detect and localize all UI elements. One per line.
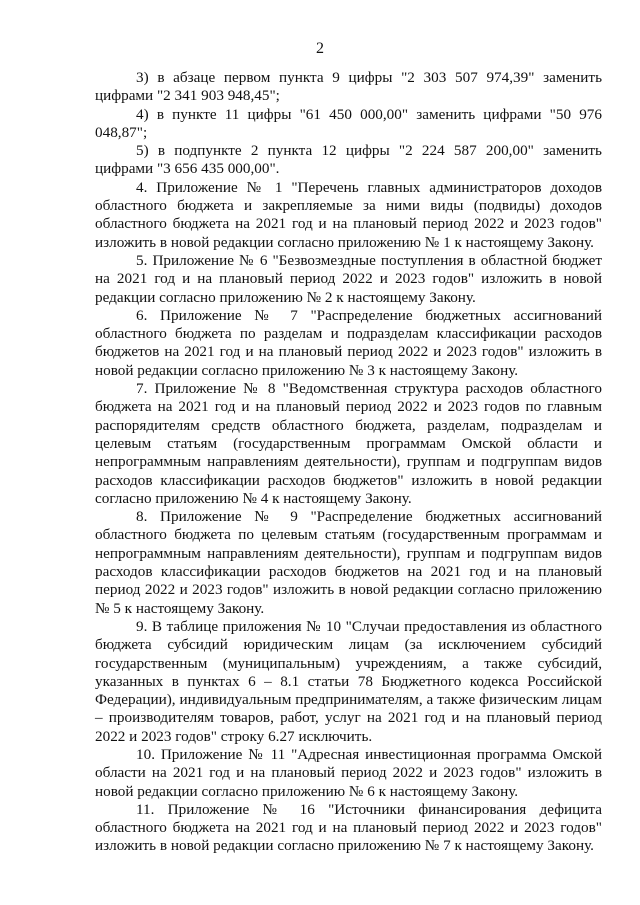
paragraph-section-11: 11. Приложение № 16 "Источники финансирования дефицита областного бюджета на 2021 год и на плановый период 2022 и 2023 годов" изложить в новой редакции согласно приложению № 7 к настоящему Закону.	[95, 800, 602, 855]
paragraph-item-5: 5) в подпункте 2 пункта 12 цифры "2 224 587 200,00" заменить цифрами "3 656 435 000,00".	[95, 142, 602, 178]
document-body	[95, 69, 602, 856]
paragraph-section-6: 6. Приложение № 7 "Распределение бюджетных ассигнований областного бюджета по разделам и подразделам классификации расходов бюджетов на 2021 год и на плановый период 2022 и 2023 годов" изложить в новой редакции согласно приложению № 3 к настоящему Закону.	[95, 306, 602, 379]
paragraph-item-4: 4) в пункте 11 цифры "61 450 000,00" заменить цифрами "50 976 048,87";	[95, 105, 602, 141]
page-number: 2	[316, 40, 324, 57]
paragraph-section-9: 9. В таблице приложения № 10 "Случаи предоставления из областного бюджета субсидий юридическим лицам (за исключением субсидий государственным (муниципальным) учреждениям, а также субсидий, указанных в пунктах 6 – 8.1 статьи 78 Бюджетного кодекса Российской Федерации), индивидуальным предпринимателям, а также физическим лицам – производителям товаров, работ, услуг на 2021 год и на плановый период 2022 и 2023 годов" строку 6.27 исключить.	[95, 617, 602, 745]
paragraph-section-8: 8. Приложение № 9 "Распределение бюджетных ассигнований областного бюджета по целевым статьям (государственным программам и непрограммным направлениям деятельности), группам и подгруппам видов расходов классификации расходов бюджетов на 2021 год и на плановый период 2022 и 2023 годов" изложить в новой редакции согласно приложению № 5 к настоящему Закону.	[95, 508, 602, 617]
paragraph-section-7: 7. Приложение № 8 "Ведомственная структура расходов областного бюджета на 2021 год и на плановый период 2022 и 2023 годов по главным распорядителям средств областного бюджета, разделам, подразделам и целевым статьям (государственным программам Омской области и непрограммным направлениям деятельности), группам и подгруппам видов расходов классификации расходов бюджетов" изложить в новой редакции согласно приложению № 4 к настоящему Закону.	[95, 380, 602, 507]
paragraph-section-10: 10. Приложение № 11 "Адресная инвестиционная программа Омской области на 2021 год и на плановый период 2022 и 2023 годов" изложить в новой редакции согласно приложению № 6 к настоящему Закону.	[95, 745, 602, 800]
paragraph-section-5: 5. Приложение № 6 "Безвозмездные поступления в областной бюджет на 2021 год и на плановый период 2022 и 2023 годов" изложить в новой редакции согласно приложению № 2 к настоящему Закону.	[95, 251, 602, 306]
paragraph-section-4: 4. Приложение № 1 "Перечень главных администраторов доходов областного бюджета и закрепляемые за ними виды (подвиды) доходов областного бюджета на 2021 год и на плановый период 2022 и 2023 годов" изложить в новой редакции согласно приложению № 1 к настоящему Закону.	[95, 178, 602, 251]
paragraph-item-3: 3) в абзаце первом пункта 9 цифры "2 303 507 974,39" заменить цифрами "2 341 903 948,45";	[95, 69, 602, 105]
